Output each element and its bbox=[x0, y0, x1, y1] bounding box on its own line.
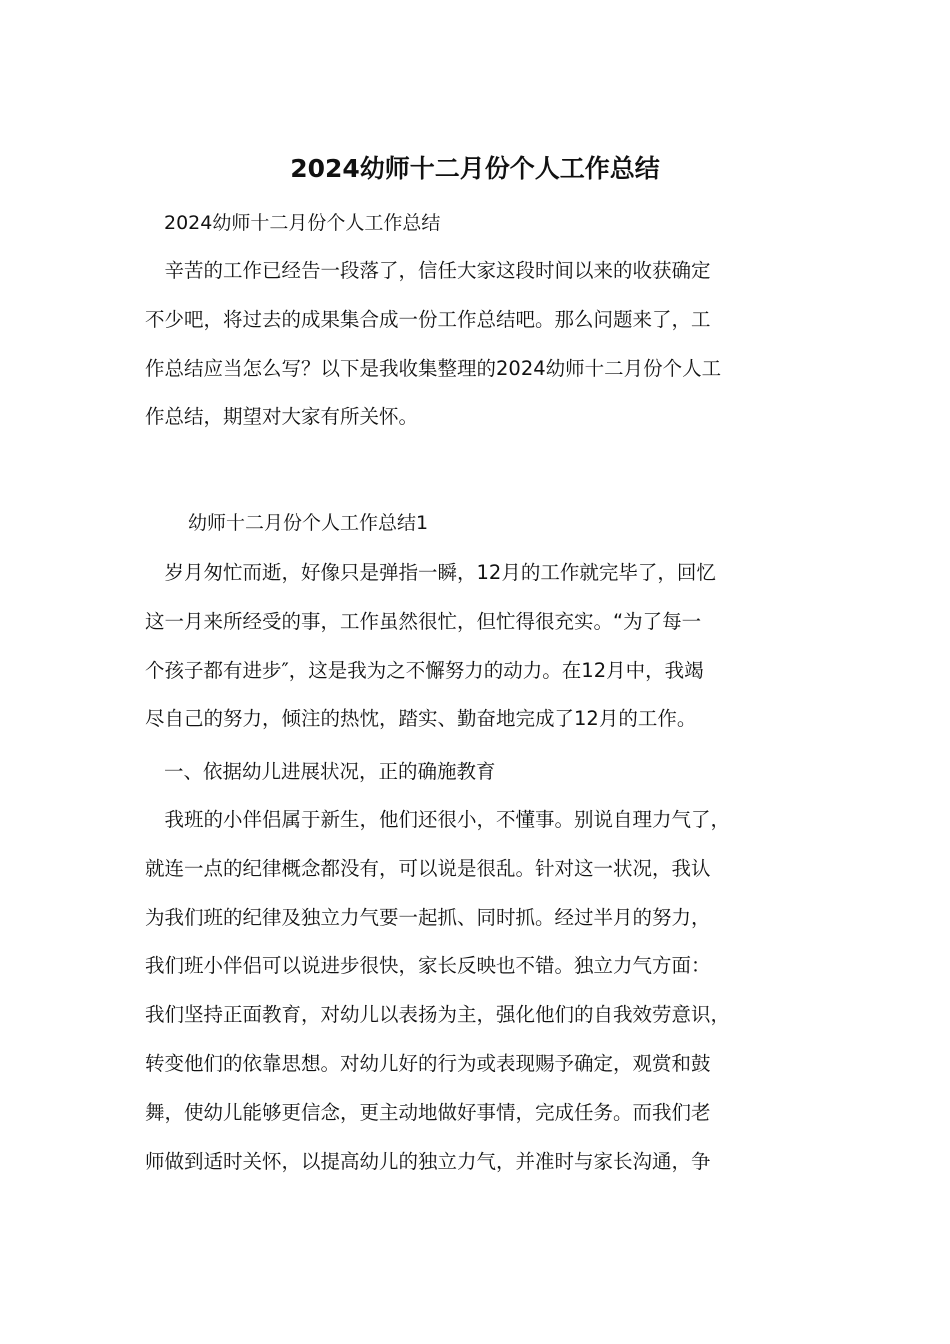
paragraph-line: 我们班小伴侣可以说进步很快，家长反映也不错。独立力气方面： bbox=[145, 954, 711, 978]
paragraph-line: 舞，使幼儿能够更信念，更主动地做好事情，完成任务。而我们老 bbox=[145, 1100, 711, 1124]
document-title: 2024幼师十二月份个人工作总结 bbox=[290, 154, 660, 183]
paragraph-line: 转变他们的依靠思想。对幼儿好的行为或表现赐予确定，观赏和鼓 bbox=[145, 1051, 711, 1075]
paragraph-1 bbox=[145, 549, 825, 744]
subsection-heading: 一、依据幼儿进展状况，正的确施教育 bbox=[164, 760, 496, 783]
paragraph-line: 这一月来所经受的事，工作虽然很忙，但忙得很充实。“为了每一 bbox=[145, 609, 702, 633]
paragraph-line: 岁月匆忙而逝，好像只是弹指一瞬，12月的工作就完毕了，回忆 bbox=[145, 561, 716, 584]
intro-paragraph bbox=[145, 247, 825, 442]
paragraph-line: 师做到适时关怀，以提高幼儿的独立力气，并准时与家长沟通，争 bbox=[145, 1149, 711, 1173]
intro-line: 作总结，期望对大家有所关怀。 bbox=[145, 405, 419, 429]
intro-line: 作总结应当怎么写？以下是我收集整理的2024幼师十二月份个人工 bbox=[145, 356, 722, 380]
paragraph-line: 个孩子都有进步″，这是我为之不懈努力的动力。在12月中，我竭 bbox=[145, 658, 704, 682]
intro-line: 辛苦的工作已经告一段落了，信任大家这段时间以来的收获确定 bbox=[145, 259, 711, 282]
paragraph-line: 就连一点的纪律概念都没有，可以说是很乱。针对这一状况，我认 bbox=[145, 856, 711, 880]
paragraph-line: 我班的小伴侣属于新生，他们还很小，不懂事。别说自理力气了， bbox=[145, 808, 731, 831]
paragraph-line: 我们坚持正面教育，对幼儿以表扬为主，强化他们的自我效劳意识， bbox=[145, 1003, 731, 1027]
document-subtitle: 2024幼师十二月份个人工作总结 bbox=[164, 212, 441, 234]
section-heading-1: 幼师十二月份个人工作总结1 bbox=[188, 512, 429, 534]
paragraph-line: 尽自己的努力，倾注的热忱，踏实、勤奋地完成了12月的工作。 bbox=[145, 707, 697, 731]
paragraph-2 bbox=[145, 796, 825, 1186]
intro-line: 不少吧，将过去的成果集合成一份工作总结吧。那么问题来了，工 bbox=[145, 307, 711, 331]
paragraph-line: 为我们班的纪律及独立力气要一起抓、同时抓。经过半月的努力， bbox=[145, 905, 711, 929]
